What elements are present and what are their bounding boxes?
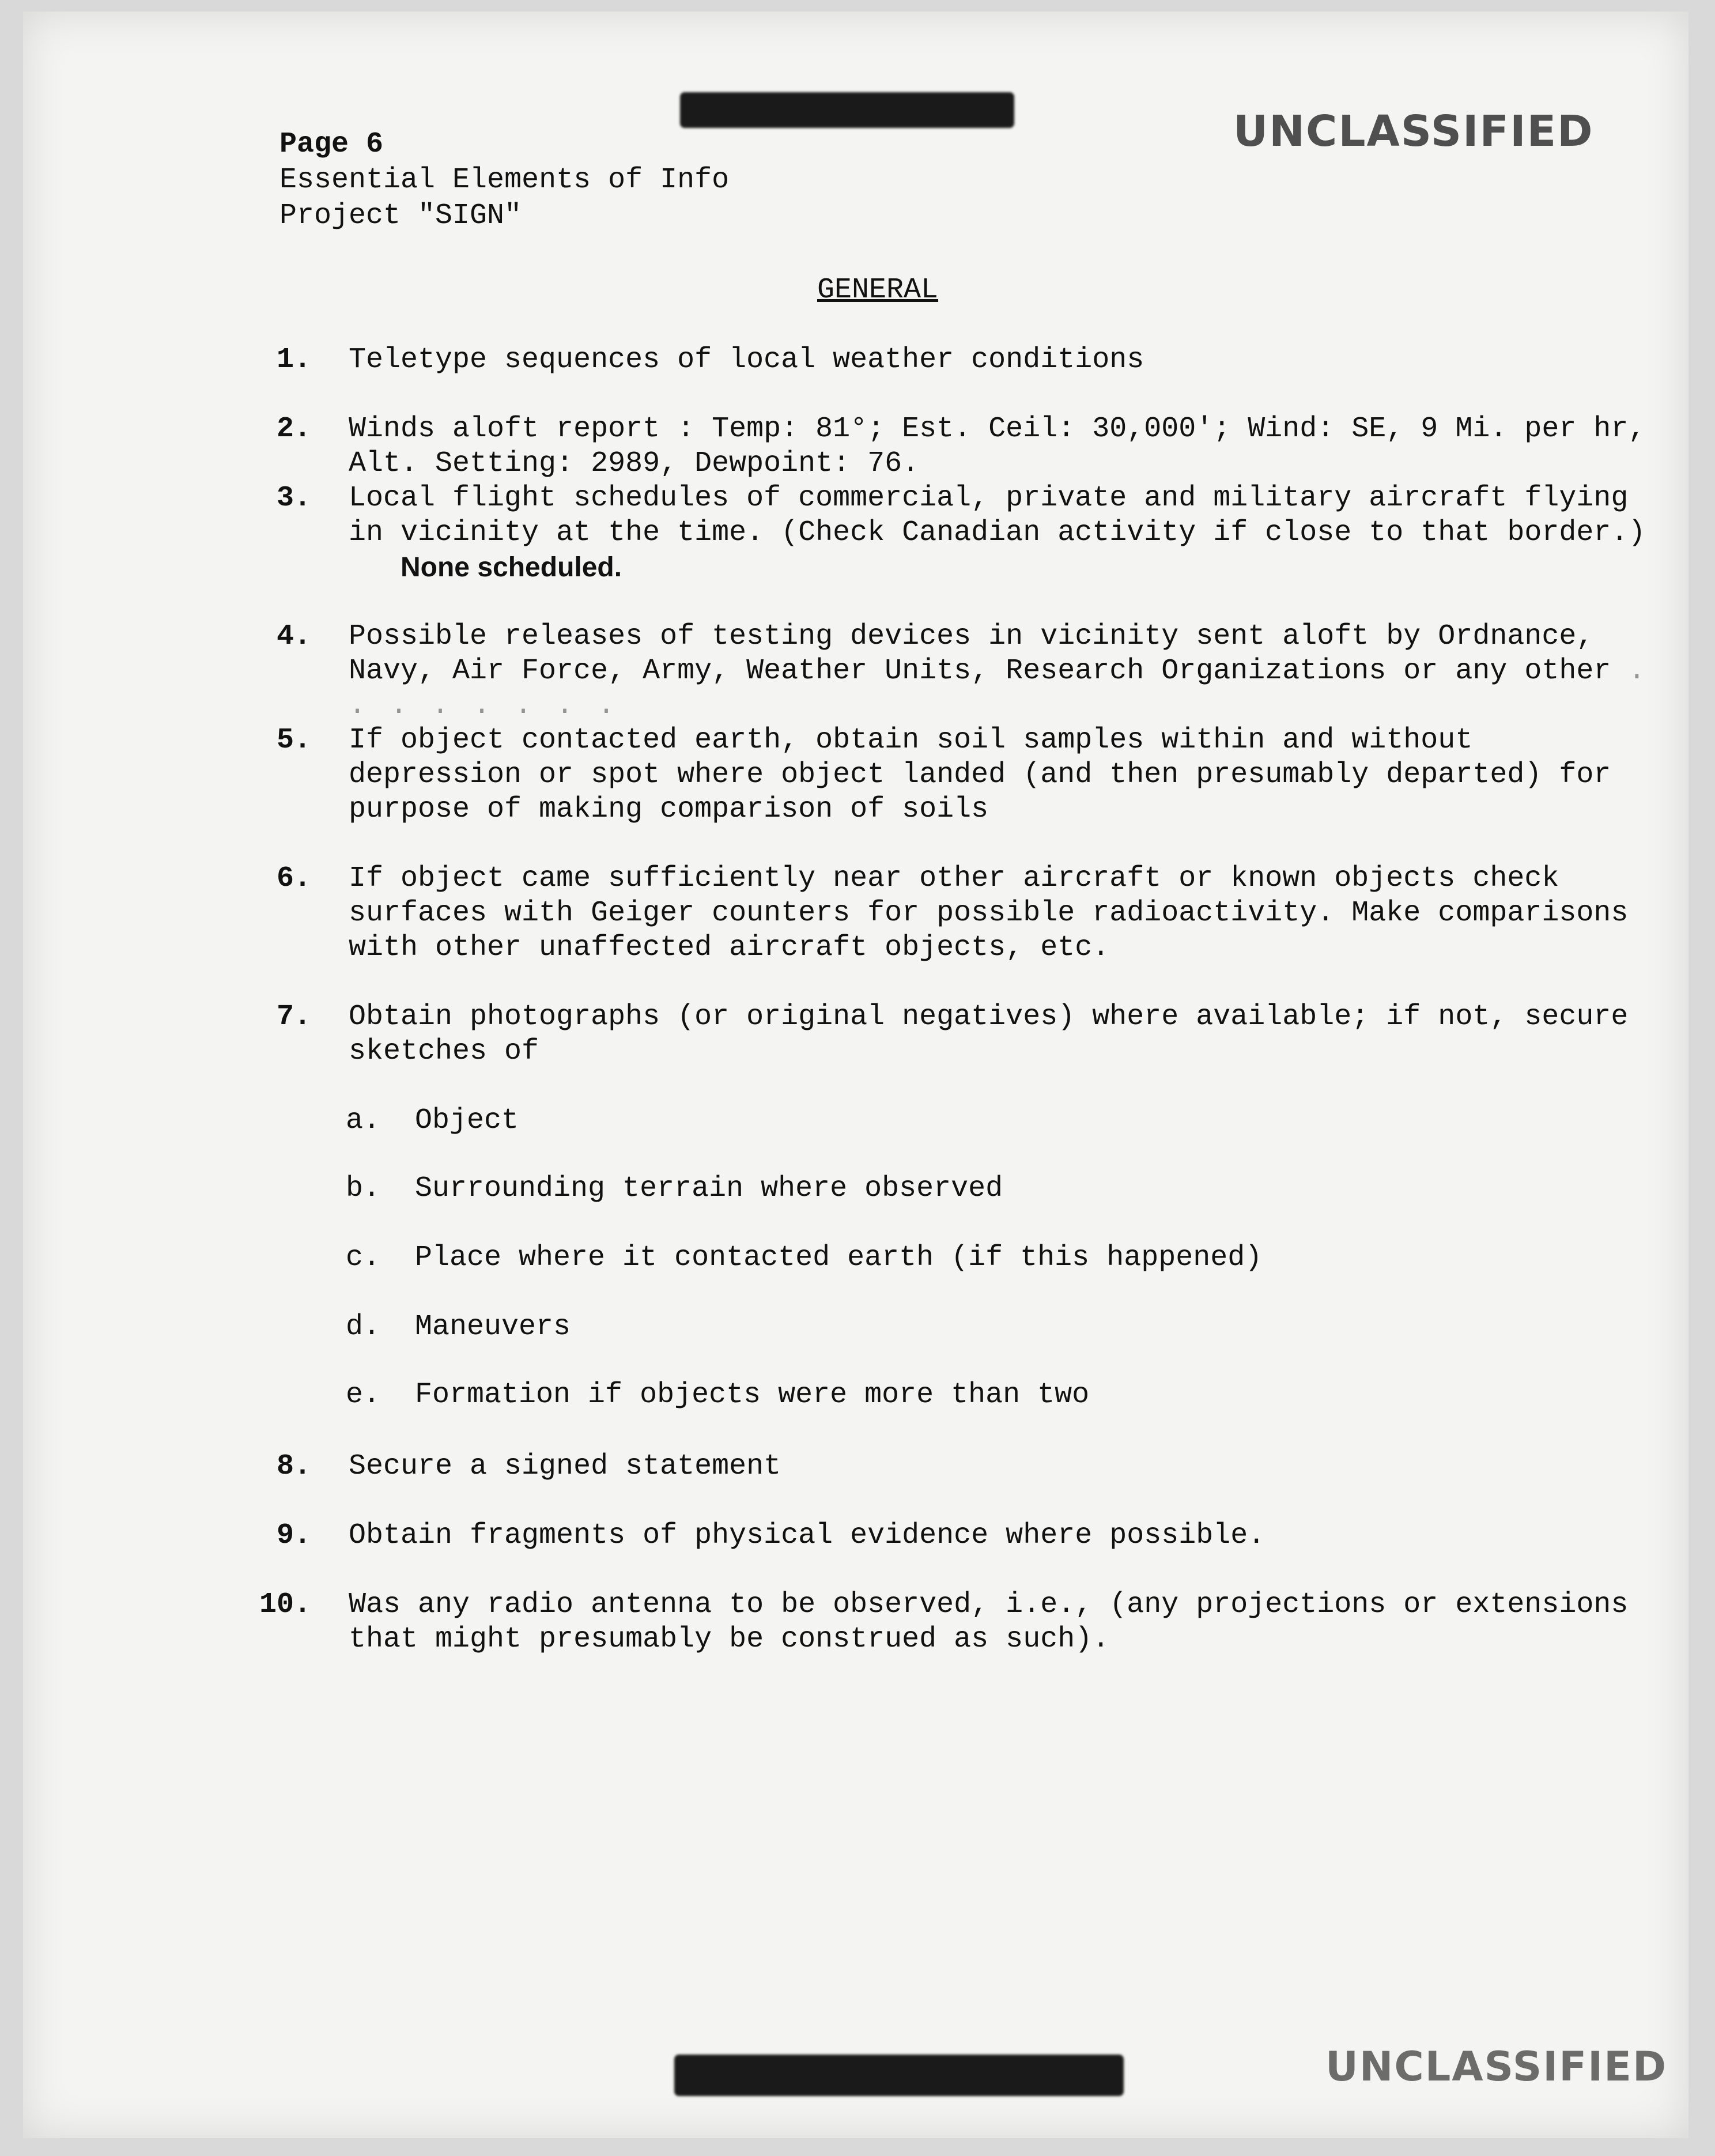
item-number: 9.: [277, 1519, 312, 1552]
item-text: Secure a signed statement: [349, 1450, 781, 1483]
item-text-wrapper: [349, 481, 1651, 587]
sub-item-letter: d.: [346, 1311, 381, 1343]
item-number: 4.: [277, 620, 312, 653]
sub-item-text: Place where it contacted earth (if this happened): [415, 1241, 1263, 1274]
item-text: Teletype sequences of local weather conditions: [349, 343, 1144, 376]
sub-item-text: Formation if objects were more than two: [415, 1379, 1090, 1411]
item-number: 10.: [259, 1588, 312, 1621]
item-text: Winds aloft report : Temp: 81°; Est. Ceil: 30,000'; Wind: SE, 9 Mi. per hr, Alt. Setting: 2989, Dewpoint: 76.: [349, 413, 1646, 480]
sub-item-letter: c.: [346, 1241, 381, 1274]
sub-item-text: Maneuvers: [415, 1311, 571, 1343]
sub-item-text: Object: [415, 1104, 519, 1137]
item-text-wrapper: [349, 620, 1651, 723]
sub-item-letter: a.: [346, 1104, 381, 1137]
item-text: Obtain photographs (or original negatives) where available; if not, secure sketches of: [349, 1000, 1629, 1068]
item-number: 5.: [277, 724, 312, 757]
classification-stamp-bottom: UNCLASSIFIED: [1325, 2043, 1668, 2090]
sub-item-text: Surrounding terrain where observed: [415, 1172, 1003, 1205]
section-title: GENERAL: [817, 274, 939, 307]
item-number: 2.: [277, 413, 312, 445]
header-project: Project "SIGN": [279, 199, 522, 232]
item-text: Possible releases of testing devices in vicinity sent aloft by Ordnance, Navy, Air Force, Army, Weather Units, Research Organizations or any other: [349, 620, 1611, 688]
item-text: If object came sufficiently near other aircraft or known objects check surfaces with Geiger counters for possible radioactivity. Make comparisons with other unaffected aircraft objects, etc.: [349, 862, 1629, 964]
sub-item-letter: e.: [346, 1379, 381, 1411]
item-text: Local flight schedules of commercial, private and military aircraft flying in vicinity at the time. (Check Canadian activity if close to that border.): [349, 482, 1646, 549]
page-number: Page 6: [279, 128, 384, 161]
redaction-bar-bottom: [674, 2055, 1124, 2096]
item-number: 3.: [277, 482, 312, 515]
item-number: 6.: [277, 862, 312, 895]
item-number: 1.: [277, 343, 312, 376]
item-number: 7.: [277, 1000, 312, 1033]
item-note: None scheduled.: [401, 552, 622, 583]
item-number: 8.: [277, 1450, 312, 1483]
illegible-text: . . . . . . . .: [349, 655, 1649, 722]
sub-item-letter: b.: [346, 1172, 381, 1205]
item-text: Obtain fragments of physical evidence where possible.: [349, 1519, 1266, 1552]
header-subject: Essential Elements of Info: [279, 164, 730, 197]
redaction-bar-top: [680, 92, 1014, 128]
classification-stamp-top: UNCLASSIFIED: [1233, 107, 1594, 156]
document-page: [23, 12, 1688, 2138]
item-text: Was any radio antenna to be observed, i.e., (any projections or extensions that might presumably be construed as such).: [349, 1588, 1629, 1656]
item-text: If object contacted earth, obtain soil samples within and without depression or spot where object landed (and then presumably departed) for purpose of making comparison of soils: [349, 724, 1611, 826]
